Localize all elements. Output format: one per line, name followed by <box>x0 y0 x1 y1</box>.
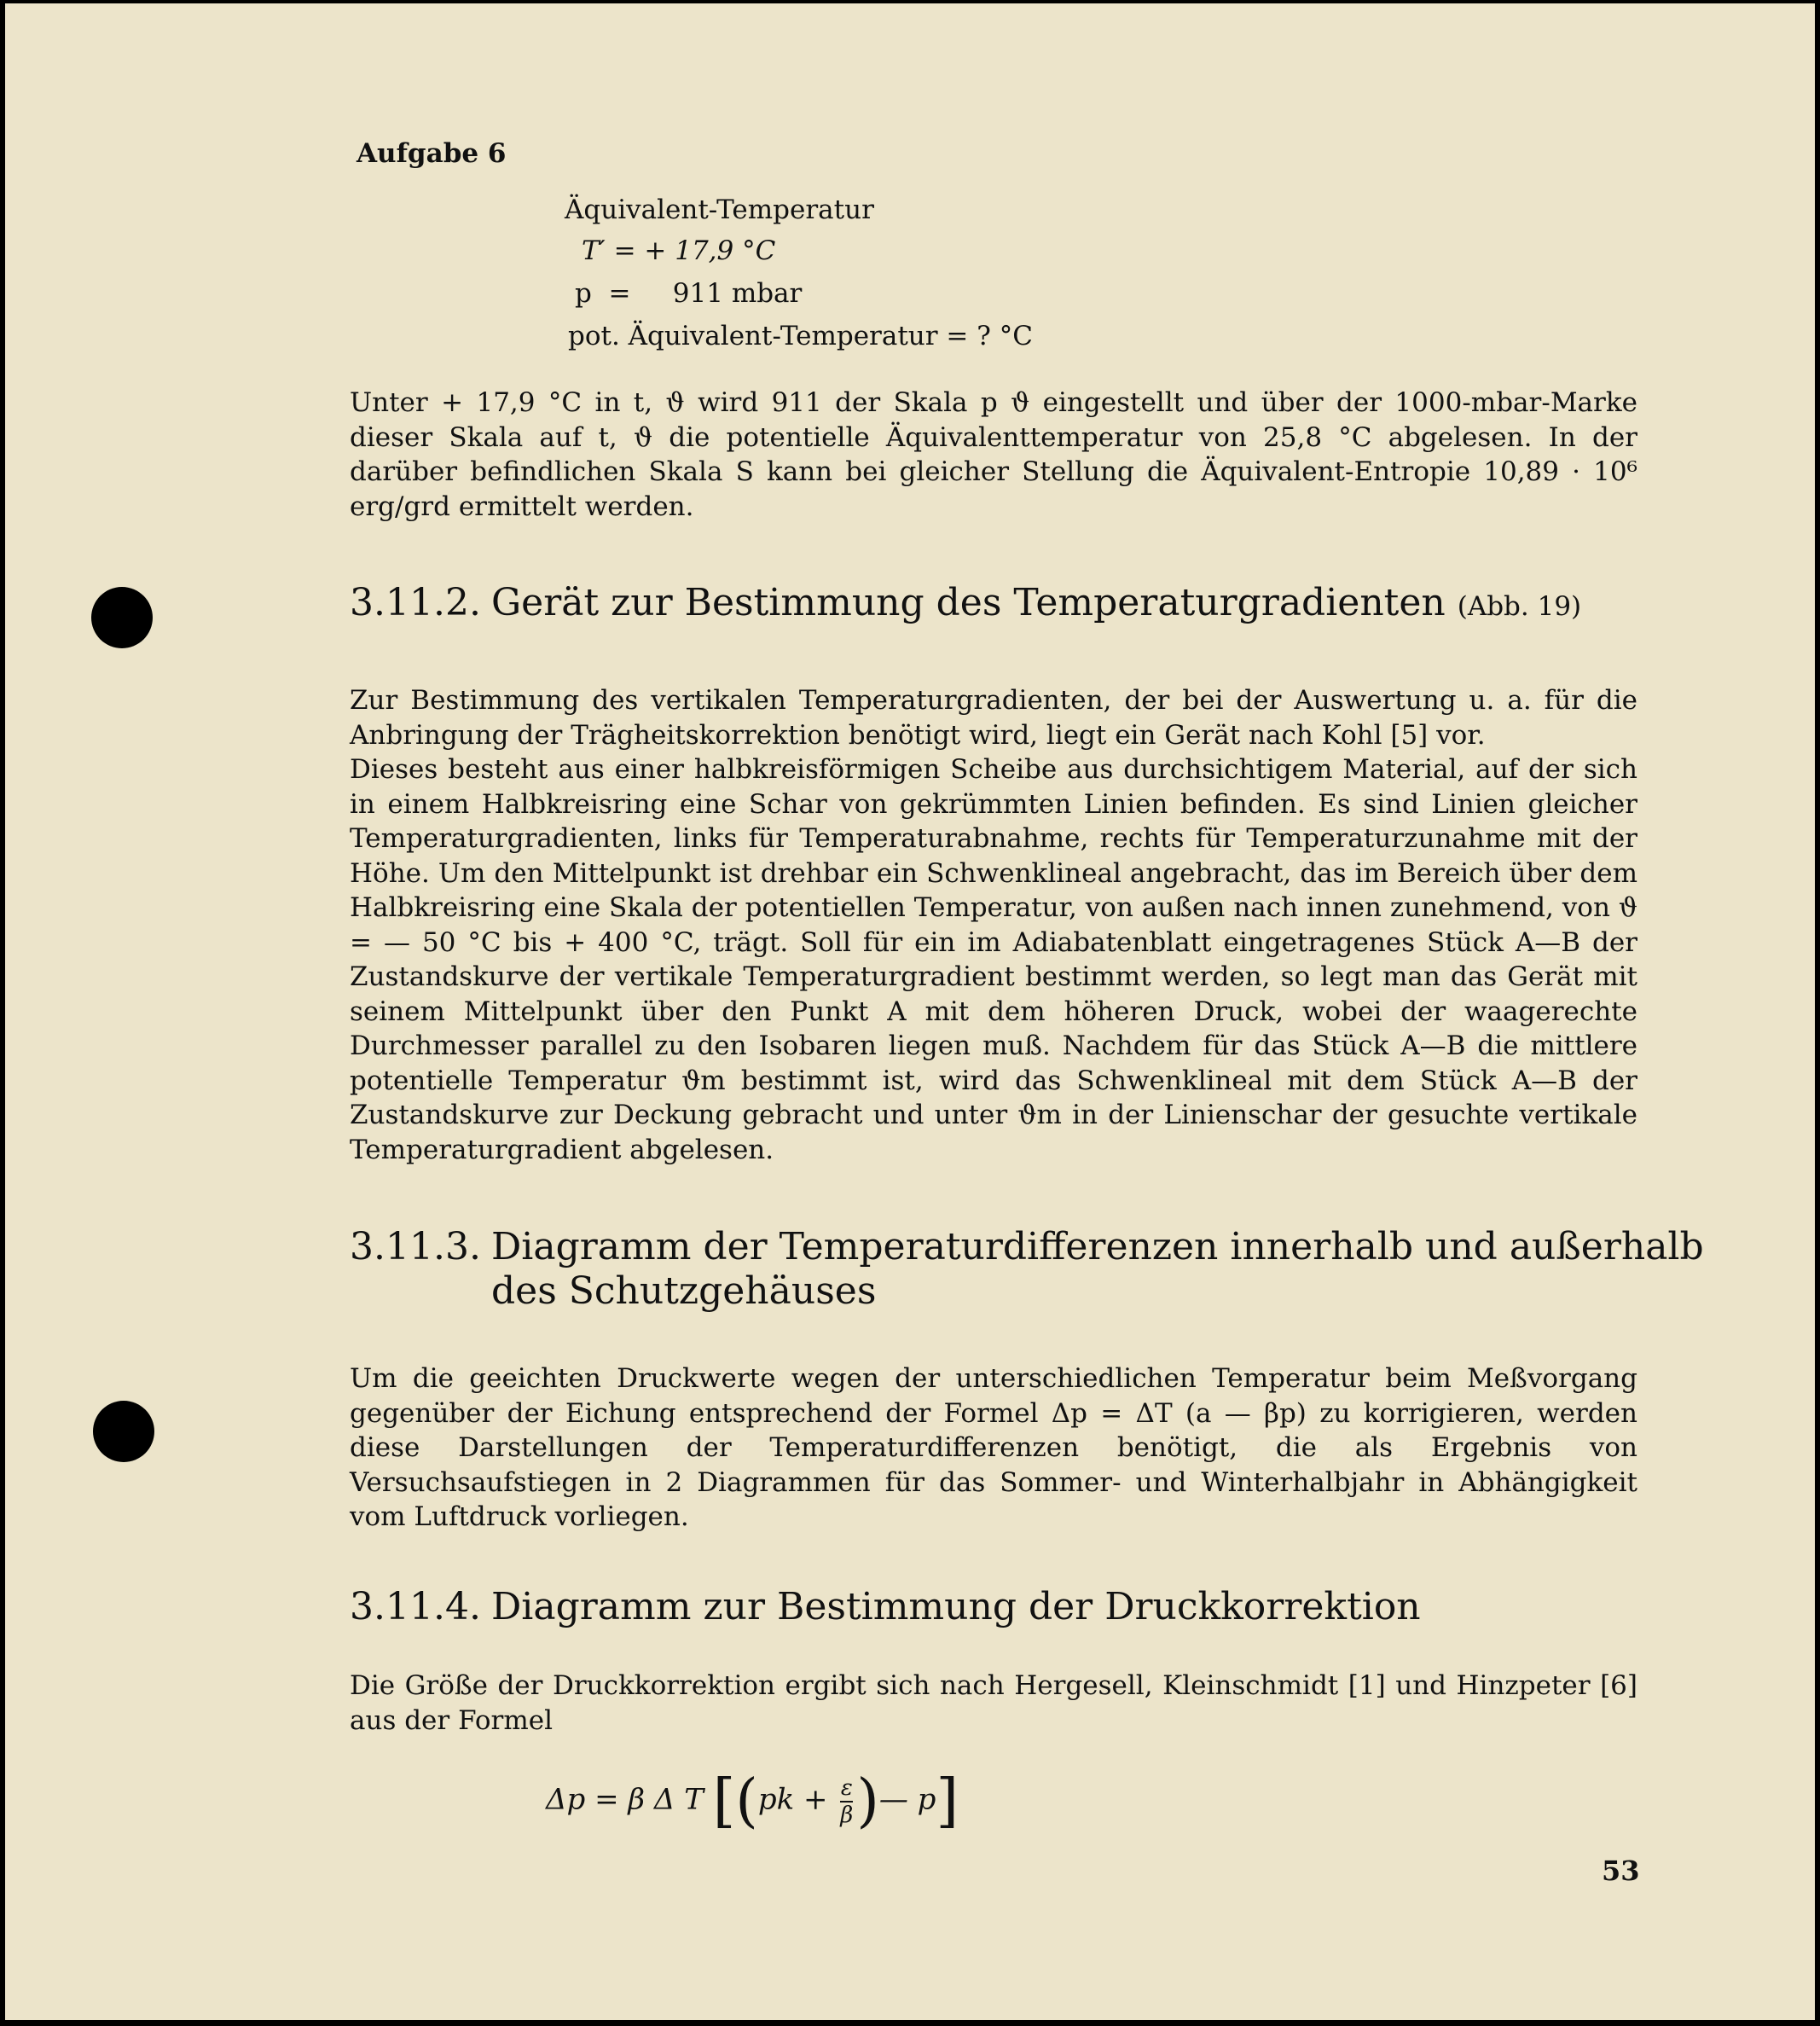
section-title-continued: des Schutzgehäuses <box>491 1269 877 1313</box>
paragraph: Dieses besteht aus einer halbkreisförmigen Scheibe aus durchsichtigem Material, auf der sich in einem Halbkreisring eine Schar von gekrümmten Linien befinden. Es sind Linien gleicher Temperaturgradienten, links für Temperaturabnahme, rechts für Temperaturzunahme mit der Höhe. Um den Mittelpunkt ist drehbar ein Schwenklineal angebracht, das im Bereich über dem Halbkreisring eine Skala der potentiellen Temperatur, von außen nach innen zunehmend, von ϑ = — 50 °C bis + 400 °C, trägt. Soll für ein im Adiabatenblatt eingetragenes Stück A—B der Zustandskurve der vertikale Temperaturgradient bestimmt werden, so legt man das Gerät mit seinem Mittelpunkt über den Punkt A mit dem höheren Druck, wobei der waagerechte Durchmesser parallel zu den Isobaren liegen muß. Nachdem für das Stück A—B die mittlere potentielle Temperatur ϑm bestimmt ist, wird das Schwenklineal mit dem Stück A—B der Zustandskurve zur Deckung gebracht und unter ϑm in der Linienschar der gesuchte vertikale Temperaturgradient abgelesen. <box>350 754 1637 1165</box>
section-heading-3112 <box>350 581 1581 624</box>
punch-hole <box>91 587 153 648</box>
bracket-open: [( <box>712 1768 758 1835</box>
section-heading-3114 <box>350 1585 1421 1628</box>
section-title: Diagramm zur Bestimmung der Druckkorrektion <box>491 1585 1421 1628</box>
figure-reference: (Abb. 19) <box>1457 591 1582 622</box>
section-number: 3.11.3. <box>350 1225 481 1268</box>
formula-lhs: Δp = β Δ T <box>546 1782 704 1817</box>
section-heading-3113 <box>350 1225 1704 1268</box>
task-line-2: T′ = + 17,9 °C <box>582 235 776 266</box>
paragraph: Die Größe der Druckkorrektion ergibt sich nach Hergesell, Kleinschmidt [1] und Hinzpeter [6] aus der Formel <box>350 1670 1637 1736</box>
task-answer: Unter + 17,9 °C in t, ϑ wird 911 der Skala p ϑ eingestellt und über der 1000-mbar-Marke dieser Skala auf t, ϑ die potentielle Äquivalenttemperatur von 25,8 °C abgelesen. In der darüber befindlichen Skala S kann bei gleicher Stellung die Äquivalent-Entropie 10,89 · 10⁶ erg/grd ermittelt werden. <box>350 387 1637 522</box>
fraction-numerator: ε <box>840 1774 853 1801</box>
formula-pk: pk + <box>757 1782 828 1817</box>
section-title: Diagramm der Temperaturdifferenzen innerhalb und außerhalb <box>491 1225 1704 1268</box>
task-line-4: pot. Äquivalent-Temperatur = ? °C <box>568 321 1033 351</box>
pressure-correction-formula <box>546 1768 959 1835</box>
page-number: 53 <box>1602 1855 1640 1887</box>
section-number: 3.11.4. <box>350 1585 481 1628</box>
fraction-denominator: β <box>840 1802 854 1828</box>
task-line-1: Äquivalent-Temperatur <box>565 194 874 225</box>
task-label: Aufgabe 6 <box>356 138 507 169</box>
bracket-close-inner: ) <box>856 1768 879 1835</box>
bracket-close: ] <box>936 1768 959 1835</box>
document-page <box>5 3 1815 2020</box>
paragraph: Zur Bestimmung des vertikalen Temperaturgradienten, der bei der Auswertung u. a. für die Anbringung der Trägheitskorrektion benötigt wird, liegt ein Gerät nach Kohl [5] vor. <box>350 685 1637 751</box>
section-number: 3.11.2. <box>350 581 481 624</box>
formula-rhs: — p <box>878 1782 936 1817</box>
task-line-3: p = 911 mbar <box>575 278 803 309</box>
section-title: Gerät zur Bestimmung des Temperaturgradienten <box>491 581 1446 624</box>
fraction <box>840 1775 853 1828</box>
paragraph: Um die geeichten Druckwerte wegen der unterschiedlichen Temperatur beim Meßvorgang gegenüber der Eichung entsprechend der Formel Δp = ΔT (a — βp) zu korrigieren, werden diese Darstellungen der Temperaturdifferenzen benötigt, die als Ergebnis von Versuchsaufstiegen in 2 Diagrammen für das Sommer- und Winterhalbjahr in Abhängigkeit vom Luftdruck vorliegen. <box>350 1363 1637 1532</box>
punch-hole <box>93 1401 154 1462</box>
